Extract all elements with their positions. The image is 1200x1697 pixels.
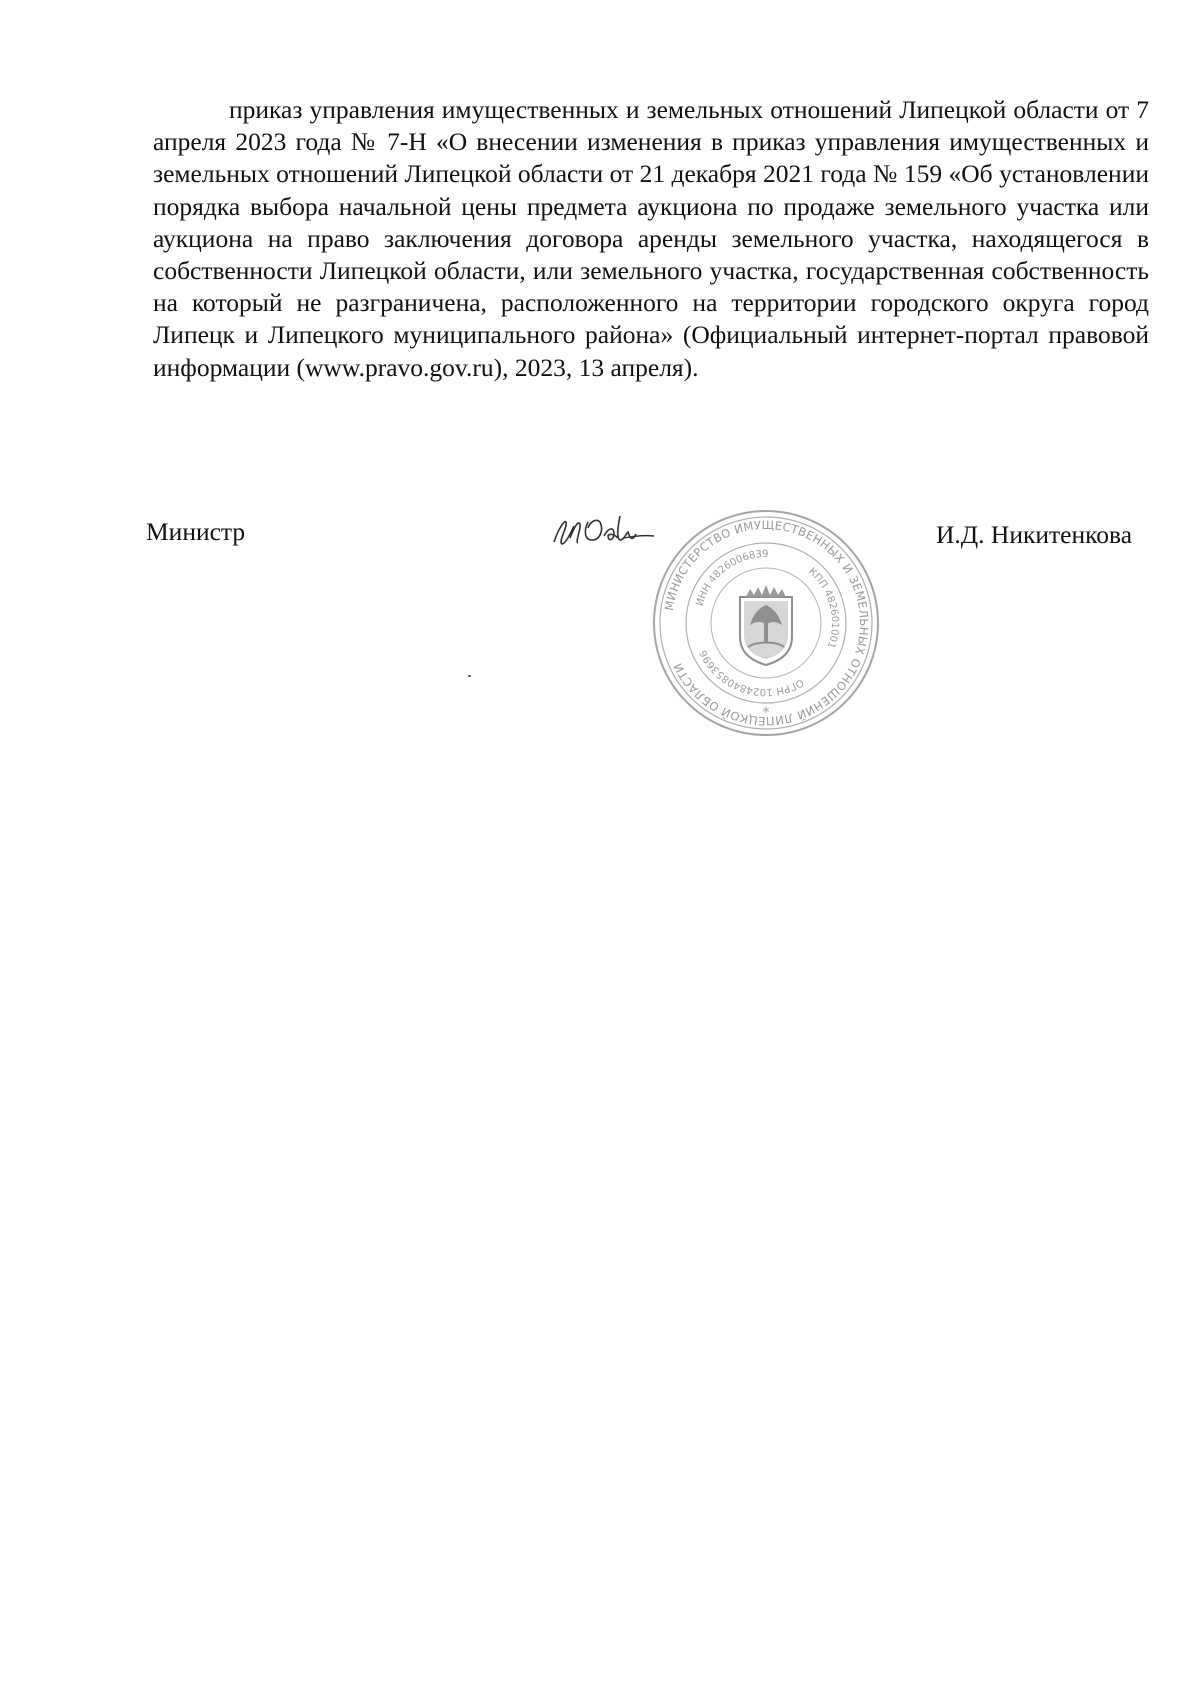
signer-name: И.Д. Никитенкова <box>936 520 1133 549</box>
svg-text:КПП 482601001 <box>806 566 840 650</box>
seal-outer-text: МИНИСТЕРСТВО ИМУЩЕСТВЕННЫХ И ЗЕМЕЛЬНЫХ ОТНОШЕНИЙ ЛИПЕЦКОЙ ОБЛАСТИ <box>661 517 872 729</box>
seal-ogrn: ОГРН 1024840853696 <box>698 648 806 698</box>
seal-kpp: КПП 482601001 <box>806 566 841 650</box>
signature-block <box>0 0 1200 760</box>
seal-inn: ИНН 4826006839 <box>694 548 769 608</box>
scan-speck <box>468 675 471 677</box>
coat-of-arms-icon <box>740 585 792 665</box>
seal-star-icon: * <box>762 705 770 721</box>
handwritten-signature <box>548 508 658 556</box>
paragraph-text: приказ управления имущественных и земельных отношений Липецкой области от 7 апреля 2023 года № 7-Н «О внесении изменения в приказ управления имущественных и земельных отношений Липецкой области от 21 декабря 2021 года № 159 «Об установлении порядка выбора начальной цены предмета аукциона по продаже земельного участка или аукциона на право заключения договора аренды земельного участка, находящегося в собственности Липецкой области, или земельного участка, государственная собственность на который не разграничена, расположенного на территории городского округа город Липецк и Липецкого муниципального района» (Официальный интернет-портал правовой информации (www.pravo.gov.ru), 2023, 13 апреля). <box>153 95 1149 382</box>
svg-text:ИНН 4826006839 <box>694 549 768 608</box>
signer-title: Министр <box>146 517 246 546</box>
official-seal <box>650 507 882 739</box>
